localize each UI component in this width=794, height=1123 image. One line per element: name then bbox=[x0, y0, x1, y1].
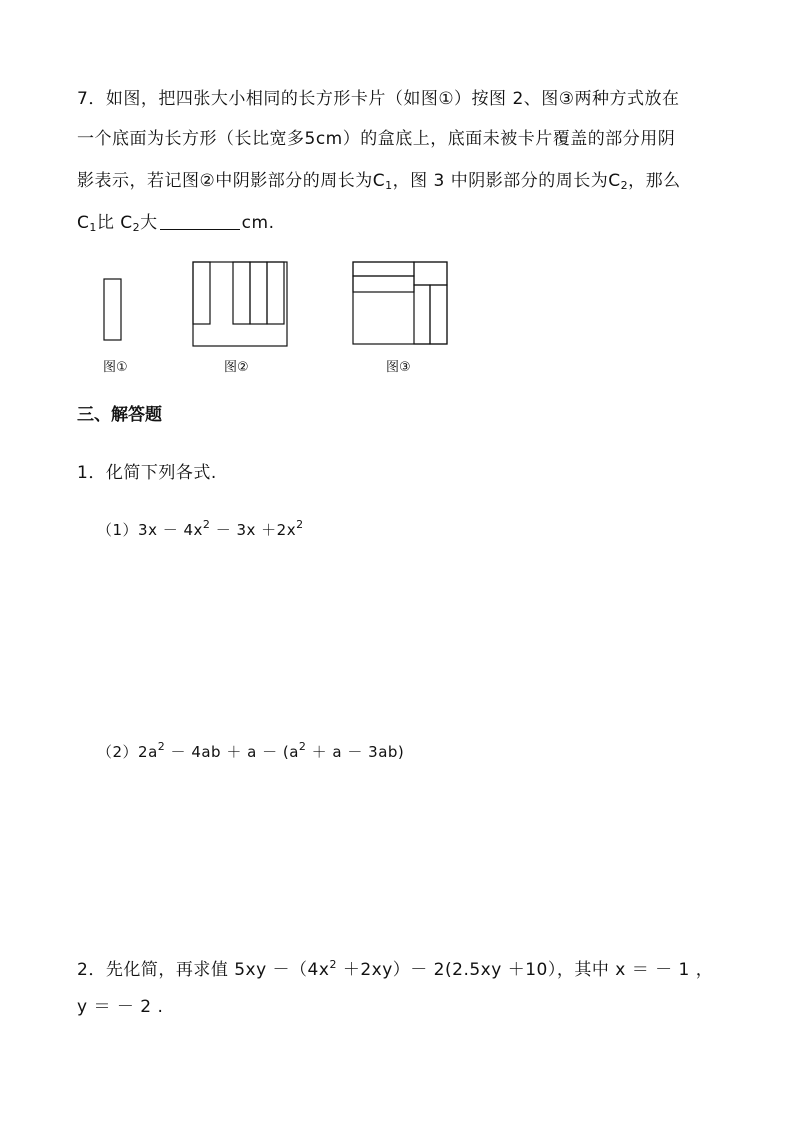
q7-line-4-text-a: C bbox=[77, 213, 90, 233]
q7-subscript-c1: 1 bbox=[385, 179, 393, 192]
fig2-card-1 bbox=[193, 262, 210, 324]
q7-figures bbox=[0, 0, 794, 400]
fig3-label: 图③ bbox=[386, 360, 411, 375]
p1-sub2-text-b: － 4ab ＋ a － (a bbox=[165, 743, 299, 761]
p1-sub2-sup-2: 2 bbox=[298, 740, 307, 753]
fig2-label: 图② bbox=[224, 360, 249, 375]
q7-line-3-text-a: 影表示，若记图②中阴影部分的周长为C bbox=[77, 171, 386, 191]
p1-sub2-text-c: ＋ a － 3ab) bbox=[306, 743, 405, 761]
p1-sub1-sup-2: 2 bbox=[296, 518, 304, 531]
q7-line-3-text-b: ，图 3 中阴影部分的周长为C bbox=[392, 171, 621, 191]
q7-line-4-subscript-1: 1 bbox=[89, 221, 97, 234]
p1-sub1-text-a: （1）3x － 4x bbox=[97, 521, 203, 539]
fig1-label: 图① bbox=[103, 360, 128, 375]
fig1-card bbox=[104, 279, 121, 340]
p2-line-1-sup: 2 bbox=[329, 958, 337, 971]
q7-line-4-subscript-2: 2 bbox=[132, 221, 141, 234]
fig2-card-3 bbox=[250, 262, 267, 324]
fig3-box bbox=[353, 262, 447, 344]
p1-sub2-sup-1: 2 bbox=[157, 740, 166, 753]
p2-line-1-text-b: ＋2xy）－ 2(2.5xy ＋10），其中 x ＝ － 1 ， bbox=[336, 960, 714, 980]
p1-title-text: 1．化简下列各式. bbox=[77, 463, 217, 483]
p1-sub2 bbox=[97, 736, 404, 763]
p1-title bbox=[77, 462, 217, 484]
p1-sub1-text-b: － 3x ＋2x bbox=[210, 521, 297, 539]
fig3-card-h1 bbox=[353, 262, 414, 276]
p1-sub1-sup-1: 2 bbox=[202, 518, 211, 531]
p1-sub1 bbox=[97, 514, 304, 541]
p2-line-1-text-a: 2．先化简，再求值 5xy －（4x bbox=[77, 960, 330, 980]
fig3-card-h2 bbox=[353, 276, 414, 292]
p2-line-2 bbox=[77, 996, 163, 1018]
fig2-card-4 bbox=[267, 262, 284, 324]
fig3-shaded-corner bbox=[414, 262, 447, 285]
q7-line-4-text-b: 比 C bbox=[96, 213, 133, 233]
q7-line-4-unit: cm. bbox=[241, 213, 275, 233]
fig3-card-v1 bbox=[414, 285, 430, 344]
fig2-box bbox=[193, 262, 287, 346]
q7-line-1-text: 7．如图，把四张大小相同的长方形卡片（如图①）按图 2、图③两种方式放在 bbox=[77, 89, 680, 109]
q7-line-3-text-c: ，那么 bbox=[628, 171, 681, 191]
p2-line-2-text: y ＝ － 2 . bbox=[77, 997, 164, 1017]
p1-sub2-text-a: （2）2a bbox=[97, 743, 158, 761]
fig3-card-v2 bbox=[430, 285, 447, 344]
q7-line-2-text: 一个底面为长方形（长比宽多5cm）的盒底上，底面未被卡片覆盖的部分用阴 bbox=[77, 129, 676, 149]
section-title: 三、解答题 bbox=[77, 405, 162, 425]
fig2-card-2 bbox=[233, 262, 250, 324]
p2-line-1 bbox=[77, 954, 713, 981]
q7-subscript-c2: 2 bbox=[620, 179, 629, 192]
q7-line-4-text-c: 大 bbox=[140, 213, 158, 233]
